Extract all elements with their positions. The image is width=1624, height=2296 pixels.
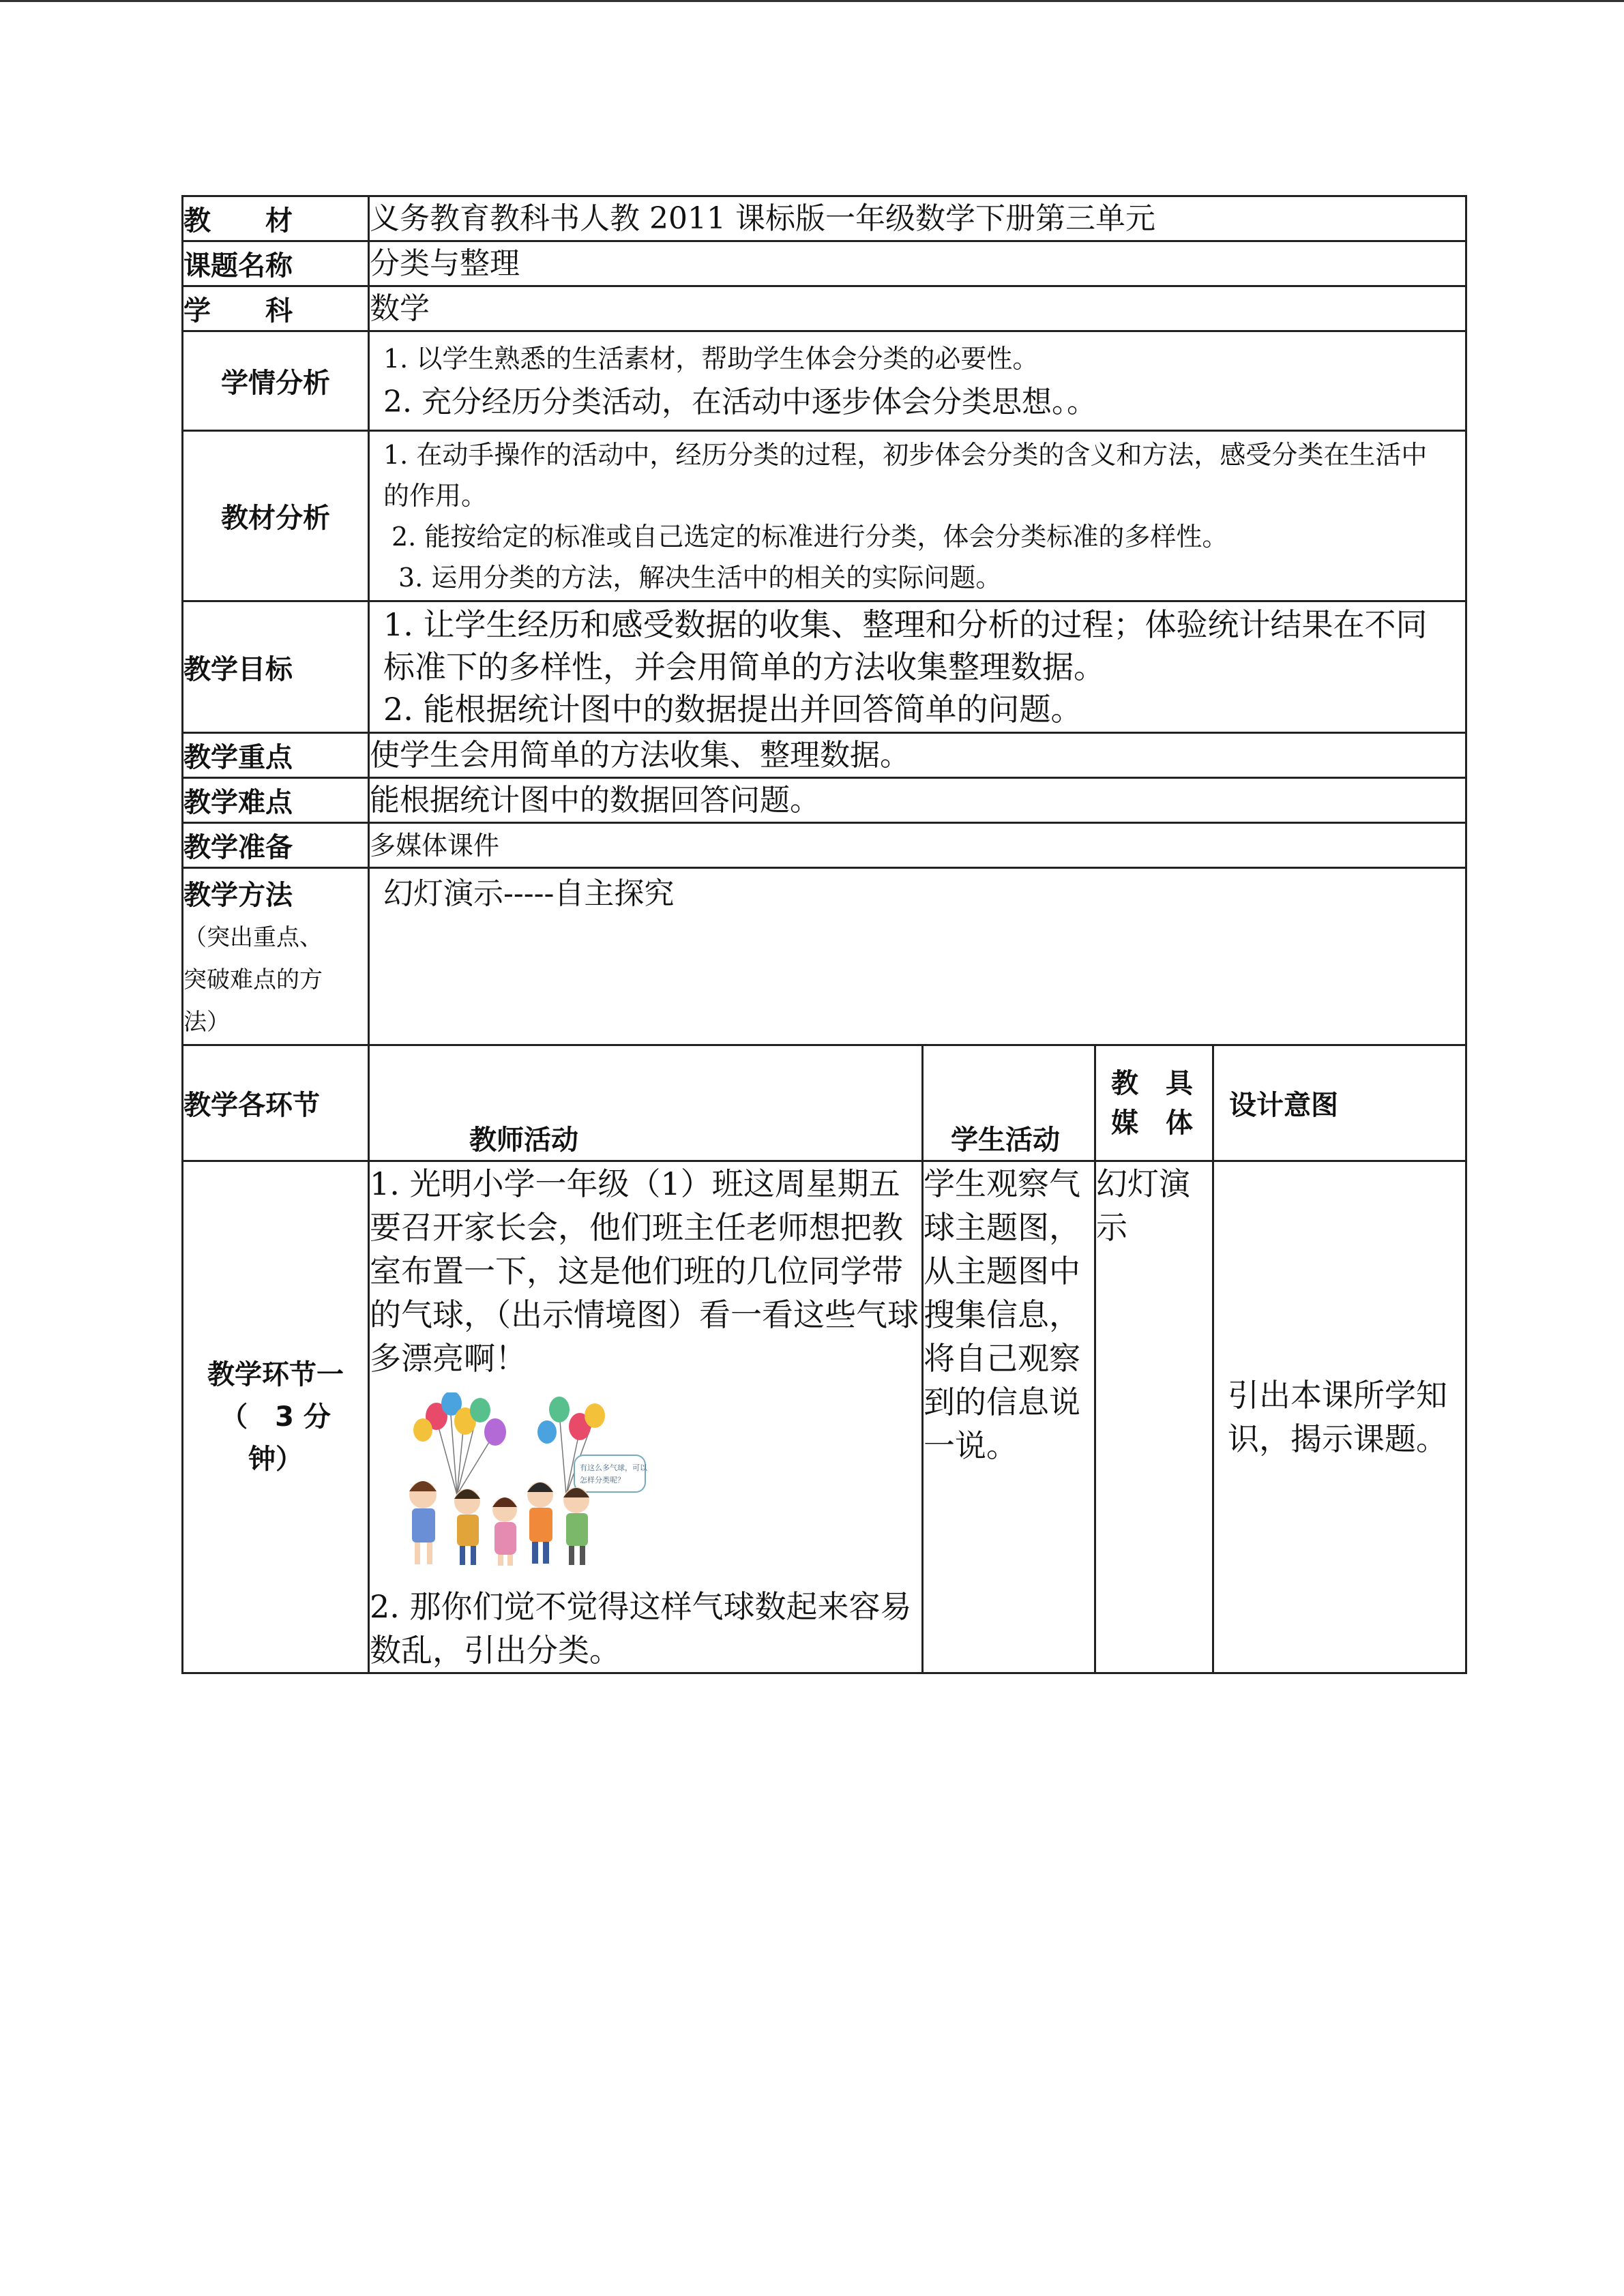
label-stage-one-cell (183, 1161, 369, 1673)
stage-one-design-intent: 引出本课所学知识，揭示课题。 (1213, 1161, 1466, 1673)
header-teacher-activity: 教师活动 (369, 1045, 923, 1161)
label-objectives: 教学目标 (183, 601, 369, 733)
row-learner-analysis (183, 331, 1466, 431)
label-material: 教 材 (183, 196, 369, 241)
value-preparation: 多媒体课件 (369, 823, 1466, 868)
label-method: 教学方法 (183, 880, 293, 911)
label-subject: 学 科 (183, 286, 369, 331)
label-key-point: 教学重点 (183, 733, 369, 778)
stage-one-student-activity: 学生观察气球主题图，从主题图中搜集信息，将自己观察到的信息说一说。 (923, 1161, 1095, 1673)
row-topic (183, 241, 1466, 286)
label-preparation: 教学准备 (183, 823, 369, 868)
value-objectives (369, 601, 1466, 733)
row-preparation (183, 823, 1466, 868)
label-learner-analysis: 学情分析 (183, 331, 369, 431)
value-difficulty: 能根据统计图中的数据回答问题。 (369, 778, 1466, 823)
row-method (183, 868, 1466, 1045)
method-note-2: 突破难点的方 (183, 966, 323, 994)
value-learner-analysis (369, 331, 1466, 431)
lesson-plan-document (181, 195, 1465, 1674)
value-subject: 数学 (369, 286, 1466, 331)
bubble-text-1: 有这么多气球，可以 (580, 1463, 647, 1472)
speech-bubble (574, 1455, 648, 1492)
page-top-rule (0, 0, 1624, 2)
value-textbook-analysis (369, 431, 1466, 601)
label-textbook-analysis: 教材分析 (183, 431, 369, 601)
balloon-cluster-right (537, 1397, 605, 1444)
objective-line-2: 2. 能根据统计图中的数据提出并回答简单的问题。 (383, 691, 1082, 728)
textbook-line-1: 1. 在动手操作的活动中，经历分类的过程，初步体会分类的含义和方法，感受分类在生活中的作用。 (383, 439, 1428, 511)
label-stages: 教学各环节 (183, 1045, 369, 1161)
header-media-line-2: 媒 体 (1111, 1107, 1193, 1139)
objective-line-1: 1. 让学生经历和感受数据的收集、整理和分析的过程；体验统计结果在不同标准下的多样性，并会用简单的方法收集整理数据。 (383, 606, 1428, 685)
row-stage-one (183, 1161, 1466, 1673)
value-method: 幻灯演示-----自主探究 (369, 868, 1466, 1045)
learner-line-1: 1. 以学生熟悉的生活素材，帮助学生体会分类的必要性。 (383, 343, 1039, 374)
value-material: 义务教育教科书人教 2011 课标版一年级数学下册第三单元 (369, 196, 1466, 241)
value-key-point: 使学生会用简单的方法收集、整理数据。 (369, 733, 1466, 778)
row-stage-header (183, 1045, 1466, 1161)
label-method-cell (183, 868, 369, 1045)
learner-line-2: 2. 充分经历分类活动，在活动中逐步体会分类思想。。 (383, 384, 1097, 419)
teacher-paragraph-1: 1. 光明小学一年级（1）班这周星期五要召开家长会，他们班主任老师想把教室布置一下，这是他们班的几位同学带的气球，（出示情境图）看一看这些气球多漂亮啊！ (370, 1165, 919, 1377)
textbook-line-3: 3. 运用分类的方法，解决生活中的相关的实际问题。 (398, 562, 1002, 593)
header-media-line-1: 教 具 (1111, 1067, 1193, 1099)
balloon-children-illustration (396, 1392, 648, 1570)
method-note-3: 法） (183, 1009, 230, 1036)
bubble-text-2: 怎样分类呢？ (580, 1476, 625, 1485)
row-textbook-analysis (183, 431, 1466, 601)
stage-one-label-line-1: 教学环节一 (207, 1359, 344, 1390)
header-media-cell (1095, 1045, 1213, 1161)
children-group (409, 1481, 589, 1566)
lesson-plan-table (181, 195, 1467, 1674)
stage-one-teacher-activity (369, 1161, 923, 1673)
header-design-intent: 设计意图 (1213, 1045, 1466, 1161)
label-topic: 课题名称 (183, 241, 369, 286)
teacher-paragraph-2: 2. 那你们觉不觉得这样气球数起来容易数乱，引出分类。 (370, 1588, 912, 1669)
balloon-cluster-left (413, 1392, 506, 1446)
row-objectives (183, 601, 1466, 733)
row-difficulty (183, 778, 1466, 823)
stage-one-label-line-3: 钟） (248, 1444, 303, 1475)
label-difficulty: 教学难点 (183, 778, 369, 823)
stage-one-media: 幻灯演示 (1095, 1161, 1213, 1673)
row-material (183, 196, 1466, 241)
row-key-point (183, 733, 1466, 778)
method-note-1: （突出重点、 (183, 924, 323, 951)
row-subject (183, 286, 1466, 331)
value-topic: 分类与整理 (369, 241, 1466, 286)
header-student-activity: 学生活动 (923, 1045, 1095, 1161)
stage-one-label-line-2: （ 3 分 (220, 1401, 331, 1433)
textbook-line-2: 2. 能按给定的标准或自己选定的标准进行分类，体会分类标准的多样性。 (392, 521, 1228, 552)
